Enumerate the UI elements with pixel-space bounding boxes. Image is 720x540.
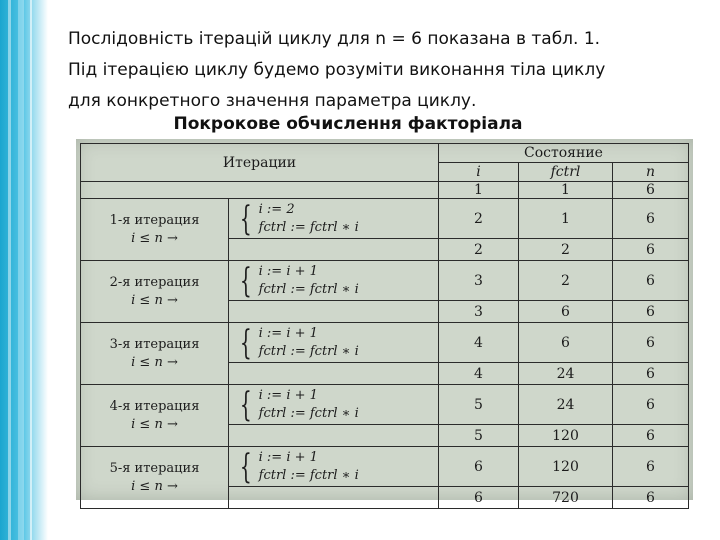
state-cell: 5 (439, 385, 519, 425)
state-cell: 6 (613, 447, 689, 487)
state-cell: 6 (613, 301, 689, 323)
state-cell: 6 (613, 487, 689, 509)
state-cell: 24 (519, 363, 613, 385)
state-cell: 24 (519, 385, 613, 425)
statement: fctrl := fctrl ∗ i (258, 467, 359, 483)
state-cell: 1 (439, 182, 519, 199)
state-cell: 6 (613, 425, 689, 447)
initial-blank-cell (81, 182, 439, 199)
iteration-label: 2-я итерация (109, 274, 200, 290)
brace-glyph: { (239, 260, 252, 301)
iteration-label: 5-я итерация (109, 460, 200, 476)
iteration-rows (81, 199, 689, 509)
state-cell: 1 (519, 182, 613, 199)
state-cell: 6 (613, 323, 689, 363)
iteration-body-cell (229, 447, 439, 487)
iteration-condition: i ≤ n → (131, 230, 178, 246)
statement: fctrl := fctrl ∗ i (258, 343, 359, 359)
state-cell: 6 (613, 199, 689, 239)
state-cell: 2 (519, 261, 613, 301)
state-cell: 120 (519, 447, 613, 487)
table-row (81, 323, 689, 363)
state-cell: 6 (439, 487, 519, 509)
state-cell: 3 (439, 261, 519, 301)
column-header-i: i (439, 163, 519, 182)
blank-cell (229, 363, 439, 385)
table-header-row (81, 144, 689, 163)
iteration-body-cell (229, 261, 439, 301)
iteration-condition: i ≤ n → (131, 478, 178, 494)
band-stripe (8, 0, 11, 540)
statement: i := i + 1 (258, 387, 318, 403)
iteration-label: 4-я итерация (109, 398, 200, 414)
state-cell: 2 (519, 239, 613, 261)
state-cell: 6 (613, 363, 689, 385)
iteration-body-cell (229, 385, 439, 425)
iteration-label: 1-я итерация (109, 212, 200, 228)
brace-glyph: { (239, 384, 252, 425)
state-cell: 5 (439, 425, 519, 447)
iteration-label-cell (81, 199, 229, 261)
state-cell: 6 (519, 301, 613, 323)
header-state: Состояние (439, 144, 689, 163)
state-cell: 2 (439, 199, 519, 239)
brace-glyph: { (239, 446, 252, 487)
band-stripe (30, 0, 32, 540)
statement: fctrl := fctrl ∗ i (258, 405, 359, 421)
column-header-fctrl: fctrl (519, 163, 613, 182)
intro-line: Під ітерацією циклу будемо розуміти виконання тіла циклу (68, 60, 606, 80)
table-row (81, 199, 689, 239)
statement: i := i + 1 (258, 325, 318, 341)
intro-line: Послідовність ітерацій циклу для n = 6 показана в табл. 1. (68, 29, 601, 49)
state-cell: 6 (519, 323, 613, 363)
state-cell: 4 (439, 323, 519, 363)
iteration-table (80, 143, 689, 509)
state-cell: 3 (439, 301, 519, 323)
table-row (81, 261, 689, 301)
state-cell: 6 (613, 182, 689, 199)
iteration-label-cell (81, 447, 229, 509)
state-cell: 6 (613, 239, 689, 261)
state-cell: 6 (439, 447, 519, 487)
iteration-label-cell (81, 261, 229, 323)
statement: fctrl := fctrl ∗ i (258, 281, 359, 297)
iteration-label-cell (81, 385, 229, 447)
state-cell: 120 (519, 425, 613, 447)
table-row (81, 182, 689, 199)
iteration-label-cell (81, 323, 229, 385)
state-cell: 6 (613, 385, 689, 425)
statement: i := 2 (258, 201, 295, 217)
band-stripe (18, 0, 24, 540)
table-heading: Покрокове обчислення факторіала (173, 114, 523, 134)
state-cell: 2 (439, 239, 519, 261)
statement: i := i + 1 (258, 449, 318, 465)
statement: fctrl := fctrl ∗ i (258, 219, 359, 235)
table-row (81, 447, 689, 487)
iteration-condition: i ≤ n → (131, 354, 178, 370)
decorative-side-band (0, 0, 48, 540)
brace-glyph: { (239, 322, 252, 363)
state-cell: 4 (439, 363, 519, 385)
table-row (81, 385, 689, 425)
blank-cell (229, 487, 439, 509)
iteration-condition: i ≤ n → (131, 292, 178, 308)
state-cell: 1 (519, 199, 613, 239)
iteration-condition: i ≤ n → (131, 416, 178, 432)
iteration-body-cell (229, 199, 439, 239)
statement: i := i + 1 (258, 263, 318, 279)
intro-paragraph (68, 24, 708, 117)
blank-cell (229, 301, 439, 323)
state-cell: 6 (613, 261, 689, 301)
intro-line: для конкретного значення параметра циклу. (68, 91, 477, 111)
blank-cell (229, 425, 439, 447)
iteration-label: 3-я итерация (109, 336, 200, 352)
blank-cell (229, 239, 439, 261)
column-header-n: n (613, 163, 689, 182)
iteration-body-cell (229, 323, 439, 363)
state-cell: 720 (519, 487, 613, 509)
scanned-table-image (76, 139, 693, 506)
header-iterations: Итерации (81, 144, 439, 182)
brace-glyph: { (239, 198, 252, 239)
